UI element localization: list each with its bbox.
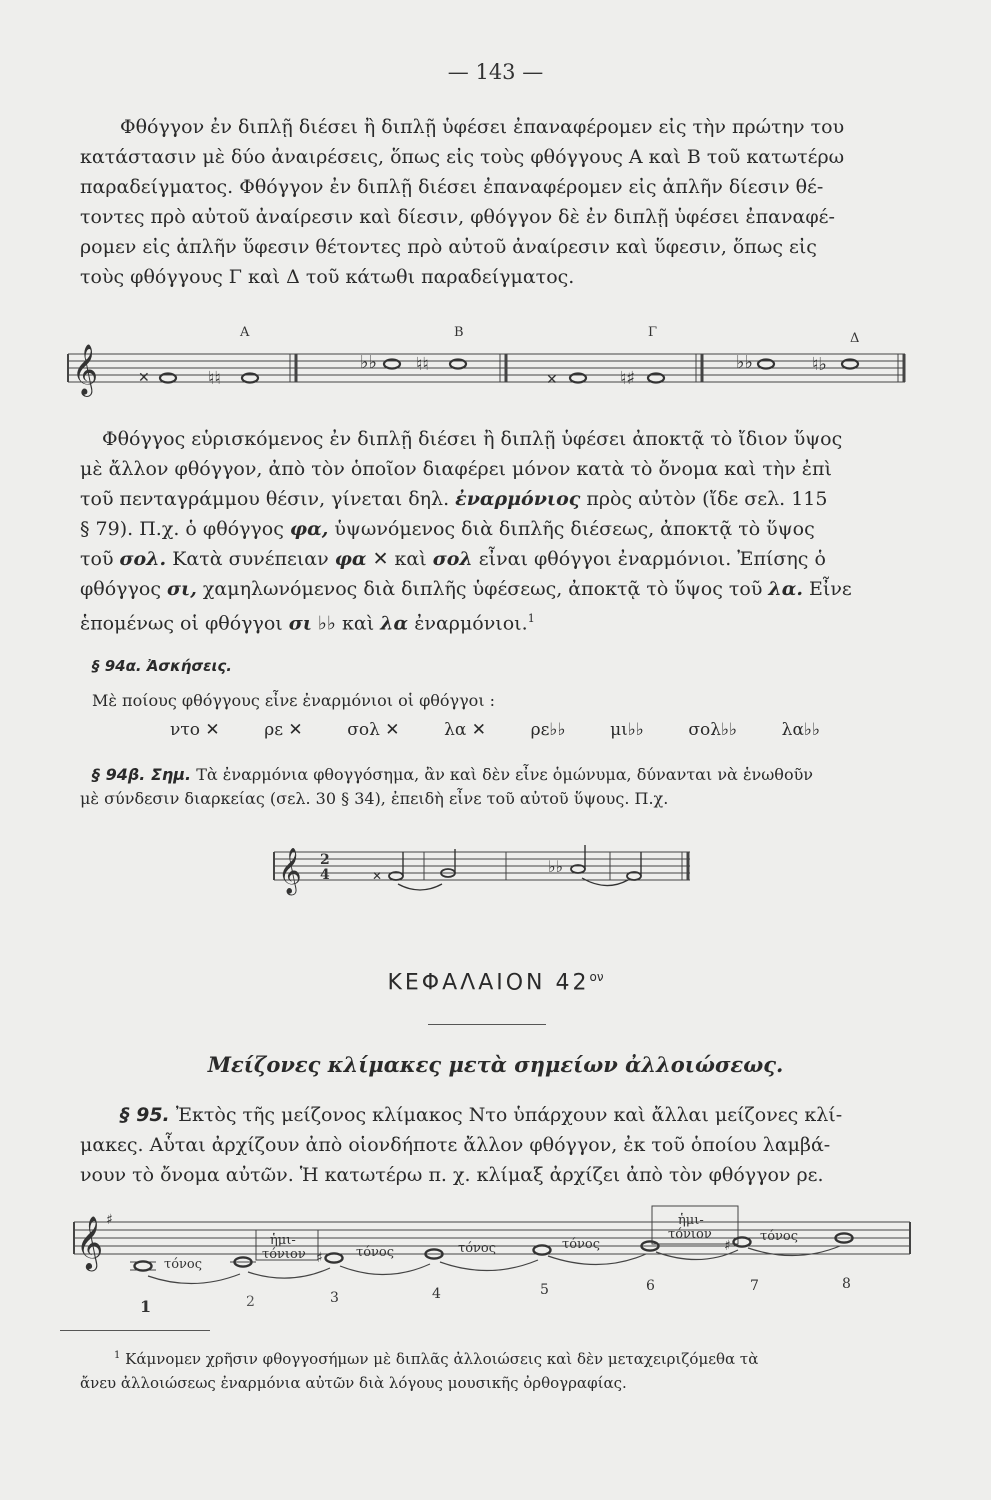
interval-label: ἡμι- [678,1213,704,1228]
time-signature: 4 [320,867,330,883]
text-line: τοῦ σολ. Κατὰ συνέπειαν φα ✕ καὶ σολ εἶναι φθόγγοι ἐναρμόνιοι. Ἐπίσης ὁ [80,548,826,570]
treble-clef-icon: 𝄞 [76,1215,104,1269]
double-flat-icon: ♭♭ [548,857,564,876]
text-line: μακες. Αὗται ἀρχίζουν ἀπὸ οἱονδήποτε ἄλλον φθόγγον, ἐκ τοῦ ὁποίου λαμβά- [80,1134,831,1156]
interval-label: ἡμι- [270,1233,296,1248]
double-sharp-icon: ✕ [366,548,395,570]
interval-label: τόνος [562,1237,601,1252]
interval-label: τόνος [458,1241,497,1256]
text-line: τοὺς φθόγγους Γ καὶ Δ τοῦ κάτωθι παραδείγματος. [80,266,575,288]
text-line: κατάστασιν μὲ δύο ἀναιρέσεις, ὅπως εἰς τοὺς φθόγγους Α καὶ Β τοῦ κατωτέρω [80,146,845,168]
sharp-icon: ♯ [106,1212,113,1228]
degree-number: 6 [646,1278,655,1294]
exercise-note: λα ✕ [444,720,487,740]
text-line: φθόγγος σι, χαμηλωνόμενος διὰ διπλῆς ὑφέσεως, ἀποκτᾷ τὸ ὕψος τοῦ λα. Εἶνε [80,578,852,600]
interval-label: τόνιον [262,1247,306,1262]
degree-number: 4 [432,1286,441,1302]
section-95-paragraph [80,1100,928,1190]
degree-number: 5 [540,1282,549,1298]
exercise-note: σολ♭♭ [688,720,738,740]
footnote-line-2: ἄνευ ἀλλοιώσεως ἐναρμόνια αὐτῶν διὰ λόγους μουσικῆς ὀρθογραφίας. [80,1374,627,1392]
scale-note [734,1237,751,1246]
section-94a-title: § 94α. Ἀσκήσεις. [92,657,232,675]
footnote-divider [60,1330,210,1331]
double-flat-icon: ♭♭ [312,612,343,635]
exercise-note: μι♭♭ [610,720,644,740]
double-flat-icon: ♭♭ [736,352,753,373]
double-sharp-icon: ✕ [372,869,383,883]
text-line: Φθόγγον ἐν διπλῇ διέσει ἢ διπλῇ ὑφέσει ἐπαναφέρομεν εἰς τὴν πρώτην του [120,116,845,138]
exercise-note: σολ ✕ [347,720,400,740]
staff-label-b: Β [454,325,464,340]
staff-label-g: Γ [648,325,658,340]
sharp-icon: ♯ [724,1238,731,1254]
natural-sharp-icon: ♮♯ [620,368,636,389]
exercise-note: ντο ✕ [170,720,220,740]
text-line: ἑπομένως οἱ φθόγγοι σι ♭♭ καὶ λα ἐναρμόνιοι.$^1$ [80,612,535,635]
text-line: Φθόγγος εὑρισκόμενος ἐν διπλῇ διέσει ἢ διπλῇ ὑφέσει ἀποκτᾷ τὸ ἴδιον ὕψος [102,428,843,450]
time-signature: 2 [320,852,330,868]
section-heading: Μείζονες κλίμακες μετὰ σημείων ἀλλοιώσεως. [207,1052,784,1077]
chapter-title: ΚΕΦΑΛΑΙΟΝ $42^{o\nu}$ [387,970,604,996]
text-line: μὲ ἄλλον φθόγγον, ἀπὸ τὸν ὁποῖον διαφέρει μόνον κατὰ τὸ ὄνομα καὶ τὴν ἐπὶ [80,458,832,480]
treble-clef-icon: 𝄞 [72,344,99,395]
interval-label: τόνος [760,1229,799,1244]
interval-label: τόνος [356,1245,395,1260]
degree-number: 7 [750,1278,759,1294]
text-line: παραδείγματος. Φθόγγον ἐν διπλῇ διέσει ἐπαναφέρομεν εἰς ἁπλῆν δίεσιν θέ- [80,176,824,198]
natural-flat-icon: ♮♭ [812,354,827,375]
treble-clef-icon: 𝄞 [278,848,302,894]
enharmonic-paragraph [80,424,928,638]
staff-label-a: Α [240,325,250,340]
degree-number: 2 [246,1294,255,1310]
intro-paragraph [80,112,928,292]
footnote-line-1: $^1$ Κάμνομεν χρῆσιν φθογγοσήμων μὲ διπλᾶς ἀλλοιώσεις καὶ δὲν μεταχειριζόμεθα τὰ [114,1350,759,1368]
double-sharp-icon: ✕ [138,370,150,386]
footnote [80,1344,920,1395]
interval-label: τόνος [164,1257,203,1272]
divider [428,1024,546,1025]
degree-number: 8 [842,1276,851,1292]
text-line: νουν τὸ ὄνομα αὐτῶν. Ἡ κατωτέρω π. χ. κλίμαξ ἀρχίζει ἀπὸ τὸν φθόγγον ρε. [80,1164,824,1186]
section-94a-question: Μὲ ποίους φθόγγους εἶνε ἐναρμόνιοι οἱ φθόγγοι : [92,691,496,710]
footnote-ref: 1 [527,612,535,625]
section-94b-line-1: § 94β. Σημ. Τὰ ἐναρμόνια φθογγόσημα, ἂν καὶ δὲν εἶνε ὁμώνυμα, δύνανται νὰ ἑνωθοῦν [92,765,814,784]
sharp-icon: ♯ [316,1250,323,1266]
double-natural-icon: ♮♮ [416,354,429,375]
music-staff-example-1 [60,322,910,402]
d-major-scale-staff [60,1202,920,1320]
text-line: τοντες πρὸ αὐτοῦ ἀναίρεσιν καὶ δίεσιν, φθόγγον δὲ ἐν διπλῇ ὑφέσει ἐπαναφέ- [80,206,835,228]
text-line: § 95. Ἐκτὸς τῆς μείζονος κλίμακος Ντο ὑπάρχουν καὶ ἄλλαι μείζονες κλί- [120,1104,843,1126]
interval-label: τόνιον [668,1227,712,1242]
exercise-note: λα♭♭ [781,720,820,740]
degree-number: 1 [140,1297,152,1316]
music-staff-example-2 [270,838,700,910]
scale-note [534,1245,551,1254]
exercise-note: ρε♭♭ [530,720,566,740]
page-number: — 143 — [447,60,544,84]
exercise-note: ρε ✕ [264,720,303,740]
double-flat-icon: ♭♭ [360,352,377,373]
scale-note [326,1253,343,1262]
section-94b-line-2: μὲ σύνδεσιν διαρκείας (σελ. 30 § 34), ἐπειδὴ εἶνε τοῦ αὐτοῦ ὕψους. Π.χ. [80,789,669,808]
text-line: § 79). Π.χ. ὁ φθόγγος φα, ὑψωνόμενος διὰ διπλῆς διέσεως, ἀποκτᾷ τὸ ὕψος [80,518,815,540]
text-line: ρομεν εἰς ἁπλῆν ὕφεσιν θέτοντες πρὸ αὐτοῦ ἀναίρεσιν καὶ ὕφεσιν, ὅπως εἰς [80,236,817,258]
degree-number: 3 [330,1290,339,1306]
text-line: τοῦ πενταγράμμου θέσιν, γίνεται δηλ. ἐναρμόνιος πρὸς αὐτὸν (ἴδε σελ. 115 [80,488,828,510]
double-natural-icon: ♮♮ [208,368,221,389]
enharmonic-exercise-list [170,720,820,740]
double-sharp-icon: ✕ [546,372,558,388]
scale-note [135,1261,152,1270]
staff-label-d: Δ [850,331,860,346]
